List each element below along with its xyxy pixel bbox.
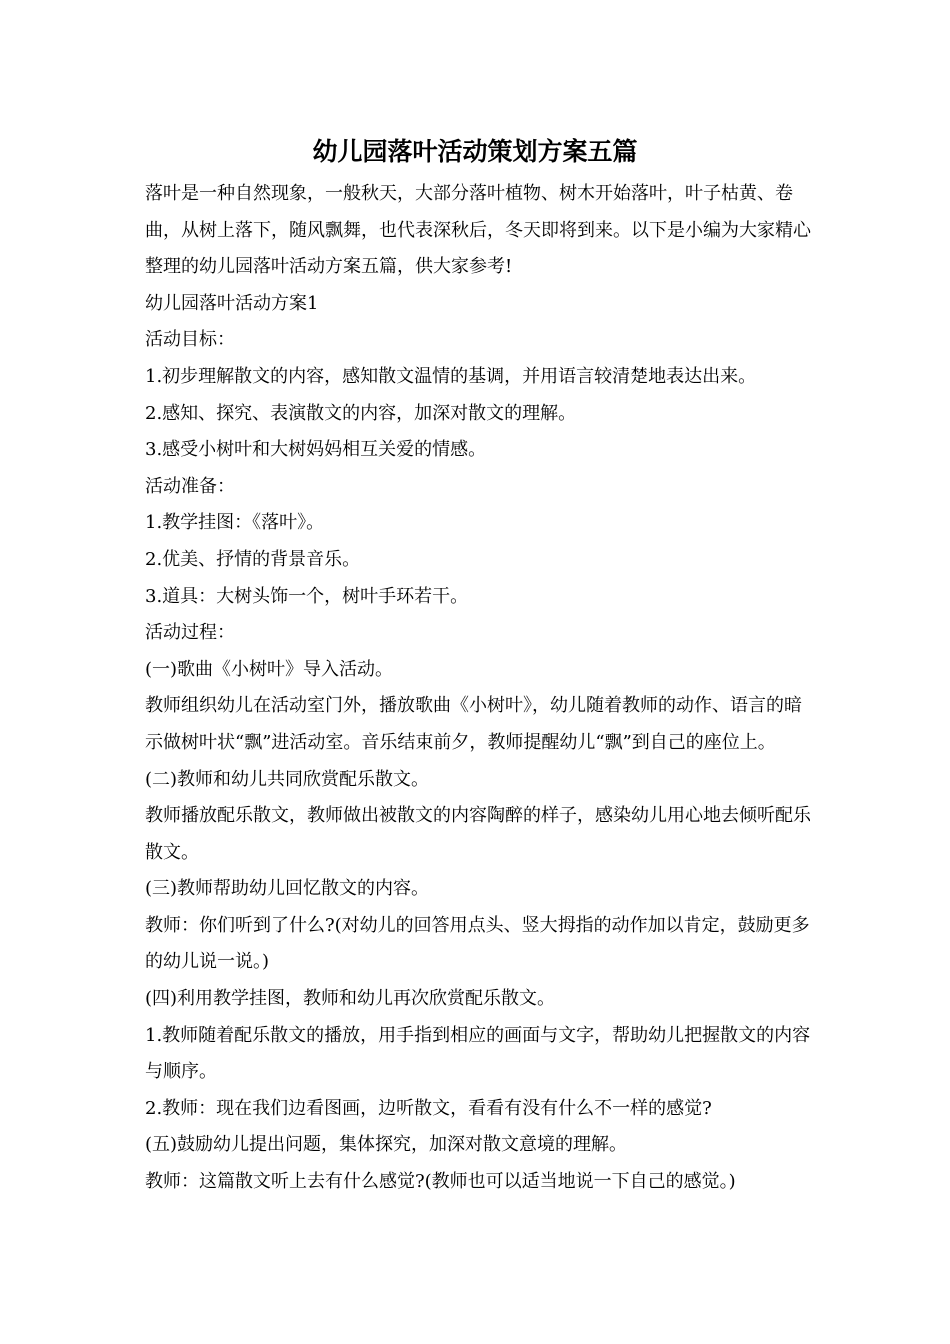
process-paragraph: 教师播放配乐散文，教师做出被散文的内容陶醉的样子，感染幼儿用心地去倾听配乐散文。	[145, 805, 811, 863]
process-step-heading: (三)教师帮助幼儿回忆散文的内容。	[145, 878, 430, 900]
goal-item: 1.初步理解散文的内容，感知散文温情的基调，并用语言较清楚地表达出来。	[145, 365, 757, 387]
preparation-item: 1.教学挂图：《落叶》。	[145, 512, 325, 534]
process-step-heading: (二)教师和幼儿共同欣赏配乐散文。	[145, 768, 430, 790]
document-body	[145, 176, 817, 1201]
preparation-item: 3.道具：大树头饰一个，树叶手环若干。	[145, 585, 469, 607]
process-paragraph: 教师组织幼儿在活动室门外，播放歌曲《小树叶》，幼儿随着教师的动作、语言的暗示做树叶状“飘”进活动室。音乐结束前夕，教师提醒幼儿“飘”到自己的座位上。	[145, 695, 802, 753]
process-paragraph: 2.教师：现在我们边看图画，边听散文，看看有没有什么不一样的感觉?	[145, 1097, 712, 1119]
subheading-preparation: 活动准备：	[145, 475, 235, 497]
process-step-heading: (四)利用教学挂图，教师和幼儿再次欣赏配乐散文。	[145, 988, 556, 1010]
preparation-item: 2.优美、抒情的背景音乐。	[145, 548, 361, 570]
process-step-heading: (一)歌曲《小树叶》导入活动。	[145, 658, 394, 680]
process-paragraph: 教师：这篇散文听上去有什么感觉?(教师也可以适当地说一下自己的感觉。)	[145, 1171, 736, 1193]
process-paragraph: 1.教师随着配乐散文的播放，用手指到相应的画面与文字，帮助幼儿把握散文的内容与顺序。	[145, 1024, 811, 1083]
section-heading: 幼儿园落叶活动方案1	[145, 292, 319, 314]
process-paragraph: 教师：你们听到了什么?(对幼儿的回答用点头、竖大拇指的动作加以肯定，鼓励更多的幼儿说一说。)	[145, 914, 810, 973]
subheading-process: 活动过程：	[145, 622, 235, 644]
process-step-heading: (五)鼓励幼儿提出问题，集体探究，加深对散文意境的理解。	[145, 1134, 628, 1156]
subheading-goals: 活动目标：	[145, 329, 235, 351]
goal-item: 2.感知、探究、表演散文的内容，加深对散文的理解。	[145, 402, 577, 424]
document-title: 幼儿园落叶活动策划方案五篇	[312, 137, 638, 166]
goal-item: 3.感受小树叶和大树妈妈相互关爱的情感。	[145, 439, 487, 461]
intro-paragraph: 落叶是一种自然现象，一般秋天，大部分落叶植物、树木开始落叶，叶子枯黄、卷曲，从树上落下，随风飘舞，也代表深秋后，冬天即将到来。以下是小编为大家精心整理的幼儿园落叶活动方案五篇，供大家参考!	[145, 183, 811, 278]
